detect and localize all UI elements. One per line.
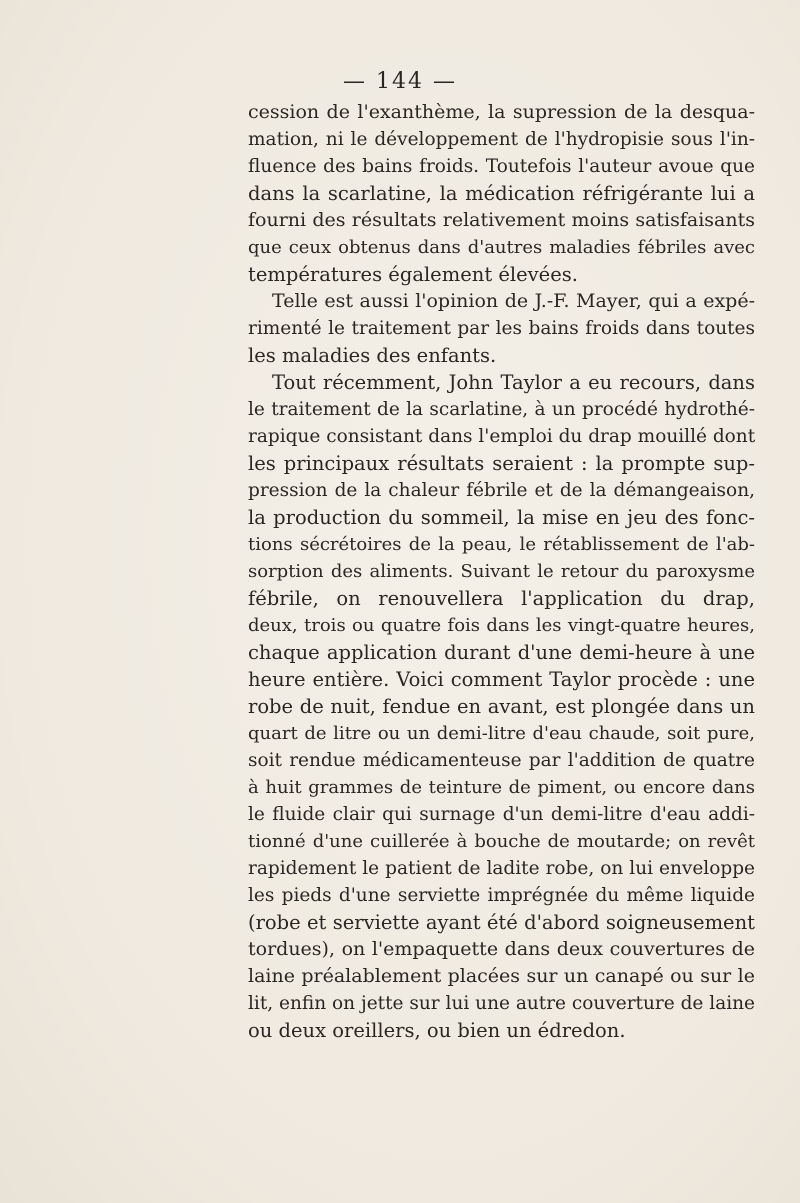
text-line: tions sécrétoires de la peau, le rétablissement de l'ab- <box>248 534 755 555</box>
text-line: rapidement le patient de ladite robe, on lui enveloppe <box>248 858 755 879</box>
text-line: Tout récemment, John Taylor a eu recours, dans <box>272 371 755 394</box>
text-line: sorption des aliments. Suivant le retour du paroxysme <box>248 561 755 582</box>
text-line: rimenté le traitement par les bains froids dans toutes <box>248 318 755 339</box>
text-line: à huit grammes de teinture de piment, ou encore dans <box>248 777 755 798</box>
text-line: tordues), on l'empaquette dans deux couvertures de <box>248 938 755 960</box>
text-line: (robe et serviette ayant été d'abord soigneusement <box>248 911 755 934</box>
text-line: cession de l'exanthème, la supression de la desqua- <box>248 101 755 123</box>
text-line: Telle est aussi l'opinion de J.-F. Mayer, qui a expé- <box>272 290 755 312</box>
text-line: heure entière. Voici comment Taylor procède : une <box>248 668 755 691</box>
text-line: mation, ni le développement de l'hydropisie sous l'in- <box>248 129 755 150</box>
text-line: ou deux oreillers, ou bien un édredon. <box>248 1019 626 1042</box>
text-line: les maladies des enfants. <box>248 344 497 367</box>
text-line: laine préalablement placées sur un canapé ou sur le <box>248 965 755 987</box>
text-line: fourni des résultats relativement moins satisfaisants <box>248 209 755 231</box>
text-line: tionné d'une cuillerée à bouche de moutarde; on revêt <box>248 831 755 852</box>
text-line: deux, trois ou quatre fois dans les vingt-quatre heures, <box>248 615 755 636</box>
text-line: la production du sommeil, la mise en jeu des fonc- <box>248 506 755 529</box>
text-line: pression de la chaleur fébrile et de la démangeaison, <box>248 480 755 501</box>
text-line: quart de litre ou un demi-litre d'eau chaude, soit pure, <box>248 723 755 744</box>
text-line: le fluide clair qui surnage d'un demi-litre d'eau addi- <box>248 804 755 825</box>
text-line: soit rendue médicamenteuse par l'addition de quatre <box>248 750 755 771</box>
text-line: rapique consistant dans l'emploi du drap mouillé dont <box>248 426 755 447</box>
text-line: températures également élevées. <box>248 263 578 286</box>
text-line: les pieds d'une serviette imprégnée du même liquide <box>248 885 755 906</box>
text-line: robe de nuit, fendue en avant, est plongée dans un <box>248 695 755 718</box>
text-line: les principaux résultats seraient : la prompte sup- <box>248 452 755 475</box>
text-line: lit, enfin on jette sur lui une autre couverture de laine <box>248 993 755 1014</box>
text-line: fluence des bains froids. Toutefois l'auteur avoue que <box>248 156 755 177</box>
text-line: dans la scarlatine, la médication réfrigérante lui a <box>248 182 755 205</box>
text-line: le traitement de la scarlatine, à un procédé hydrothé- <box>248 399 755 420</box>
text-line: chaque application durant d'une demi-heure à une <box>248 641 755 664</box>
text-line: que ceux obtenus dans d'autres maladies fébriles avec <box>248 237 755 258</box>
text-line: fébrile, on renouvellera l'application du drap, <box>248 587 755 610</box>
body-text <box>248 99 755 1044</box>
page-number: — 144 — <box>343 69 457 94</box>
